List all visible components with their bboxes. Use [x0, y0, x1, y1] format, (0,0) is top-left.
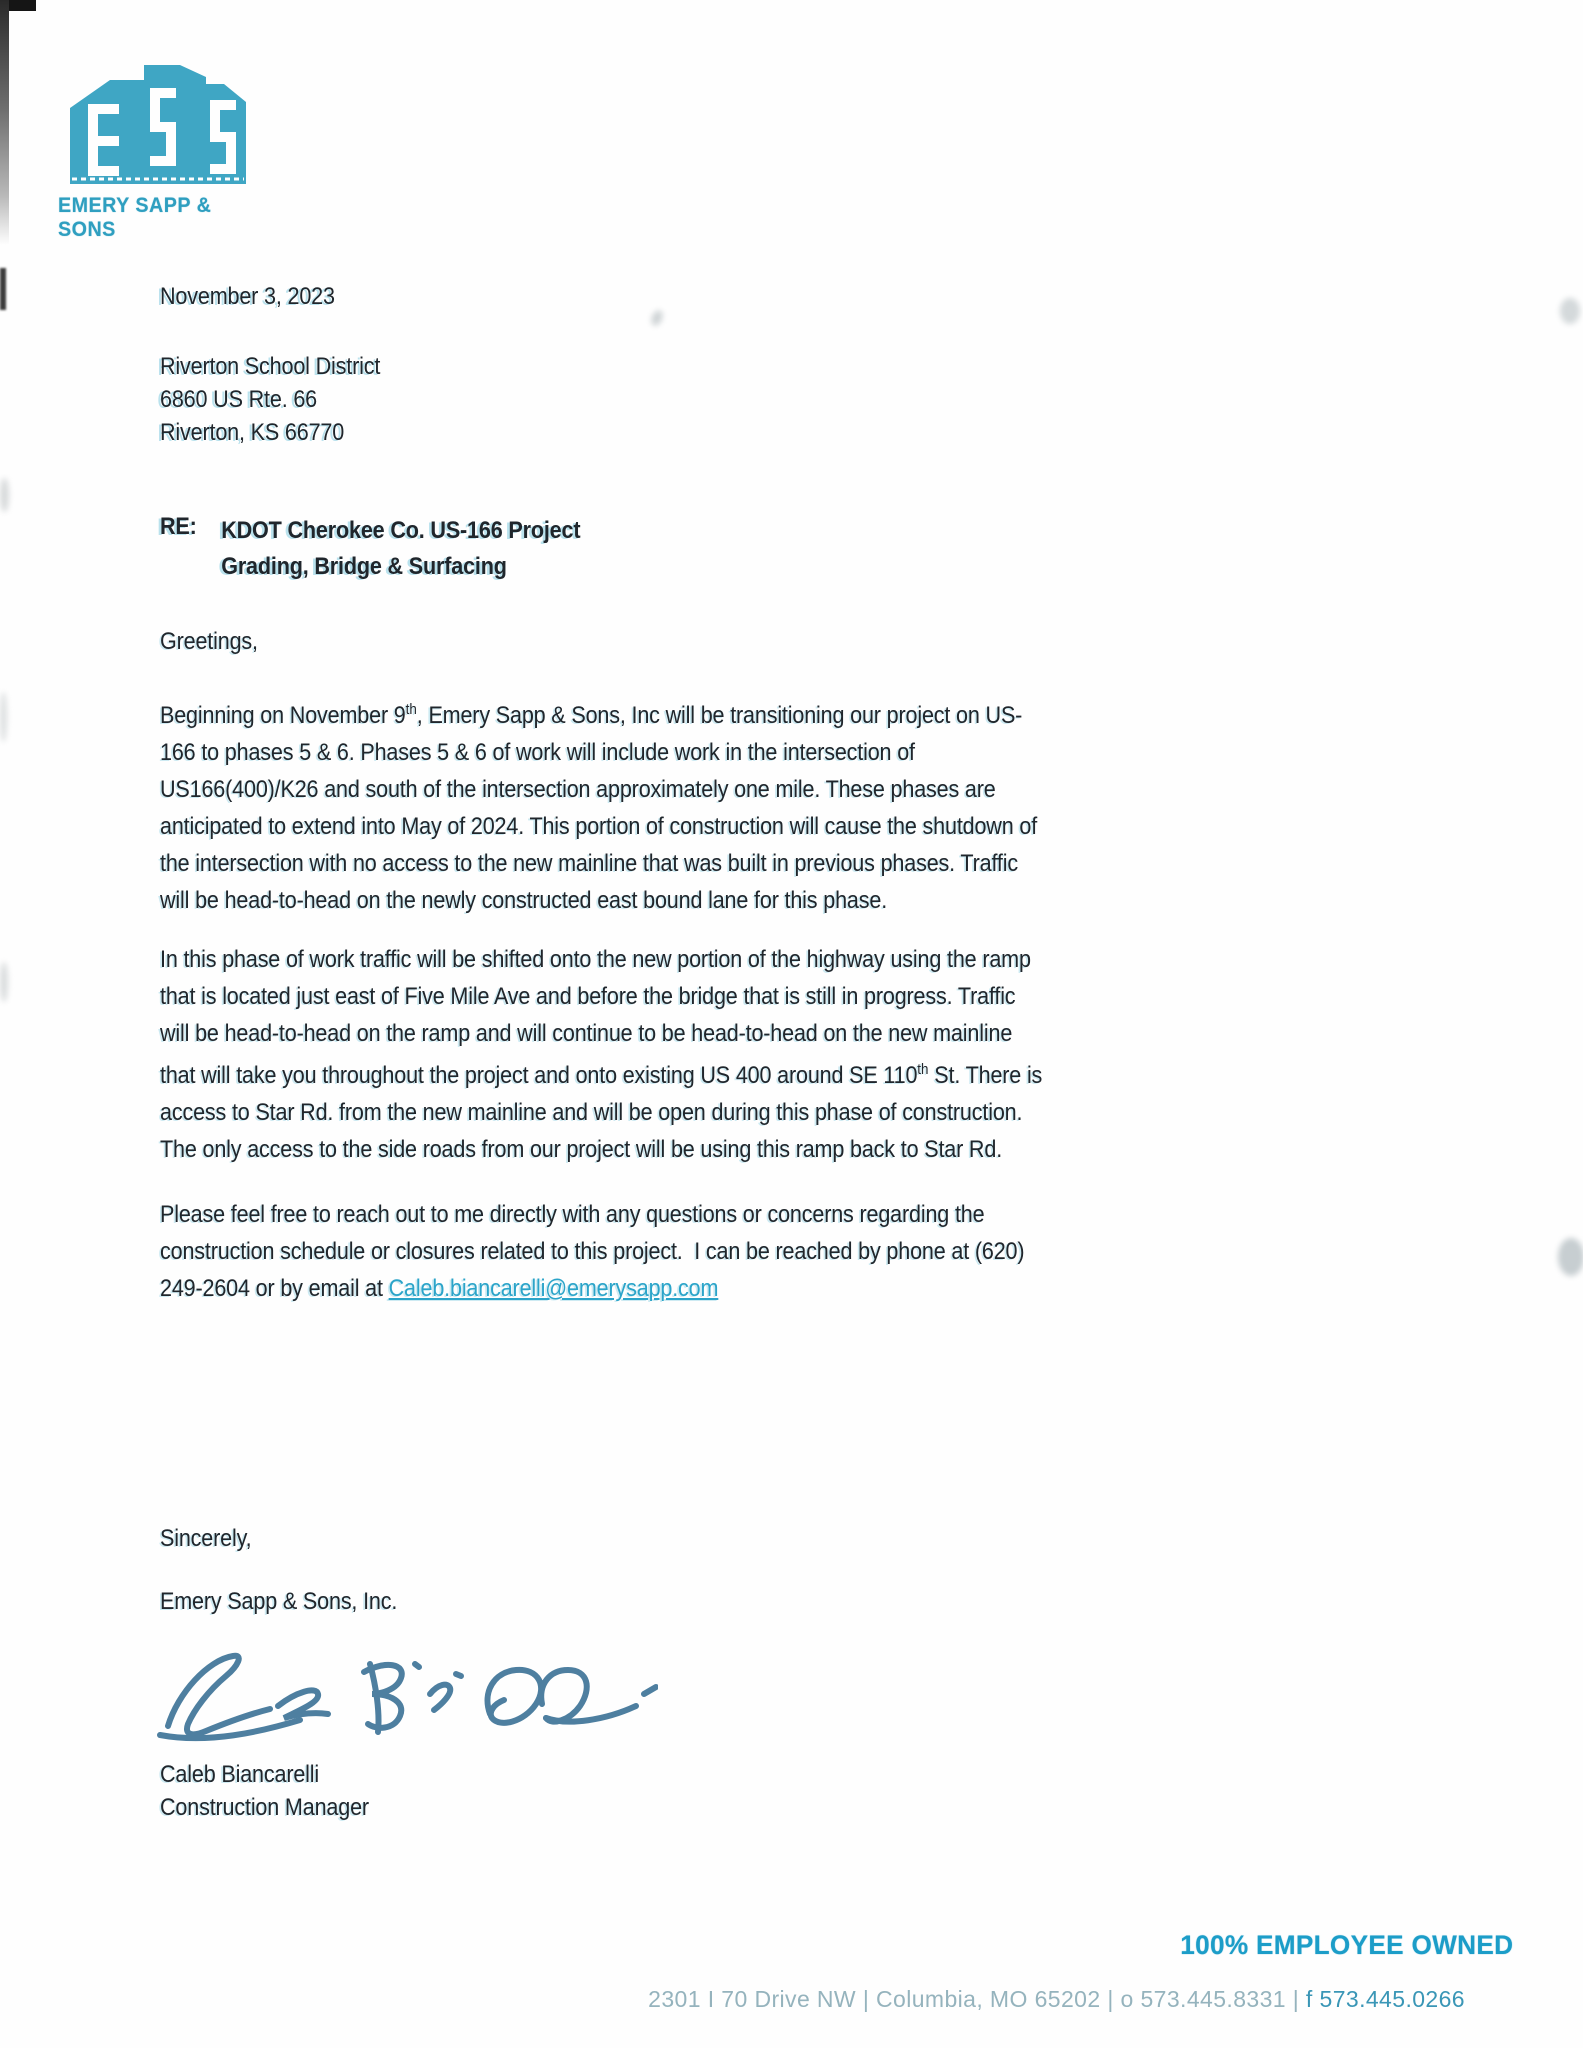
- paragraph-line: US166(400)/K26 and south of the intersection approximately one mile. These phases are: [160, 776, 996, 803]
- signer-title: Construction Manager: [160, 1794, 369, 1821]
- scan-artifact-left-edge: [0, 0, 9, 245]
- re-label: RE:: [160, 513, 197, 540]
- re-subject-line: Grading, Bridge & Surfacing: [221, 553, 507, 580]
- paragraph-line: [160, 1052, 1042, 1094]
- paragraph-line: The only access to the side roads from our project will be using this ramp back to Star Rd.: [160, 1136, 1003, 1163]
- recipient-line: Riverton, KS 66770: [160, 419, 345, 446]
- letter-date: November 3, 2023: [160, 283, 335, 310]
- paragraph-text: 249-2604 or by email at: [160, 1275, 389, 1302]
- recipient-line: 6860 US Rte. 66: [160, 386, 318, 413]
- signer-name: Caleb Biancarelli: [160, 1761, 320, 1788]
- paragraph-line: 166 to phases 5 & 6. Phases 5 & 6 of work will include work in the intersection of: [160, 739, 915, 766]
- paragraph-text: , Emery Sapp & Sons, Inc will be transitioning our project on US-: [416, 702, 1023, 729]
- paragraph-text: that will take you throughout the project and onto existing US 400 around SE 110: [160, 1062, 918, 1089]
- paragraph-line: anticipated to extend into May of 2024. This portion of construction will cause the shutdown of: [160, 813, 1038, 840]
- handwritten-signature: [138, 1638, 658, 1763]
- signature-ink-icon: [138, 1638, 658, 1758]
- paragraph-line: access to Star Rd. from the new mainline and will be open during this phase of construction.: [160, 1099, 1023, 1126]
- paragraph-line: [160, 1270, 1024, 1307]
- scan-artifact-smudge: [0, 478, 9, 512]
- footer-address-text: 2301 I 70 Drive NW | Columbia, MO 65202 | o 573.445.8331 |: [648, 1986, 1306, 2012]
- paragraph-line: that is located just east of Five Mile Ave and before the bridge that is still in progress. Traffic: [160, 983, 1016, 1010]
- paragraph-line: construction schedule or closures related to this project. I can be reached by phone at (620): [160, 1238, 1025, 1265]
- scan-artifact-corner: [0, 0, 36, 11]
- superscript: th: [917, 1062, 929, 1078]
- footer-address: [648, 1986, 1465, 2013]
- re-subject-block: [160, 513, 580, 585]
- paragraph-2: [160, 941, 1042, 1168]
- email-link[interactable]: Caleb.biancarelli@emerysapp.com: [388, 1275, 719, 1302]
- greeting: Greetings,: [160, 628, 258, 655]
- paragraph-line: [160, 692, 1037, 734]
- paragraph-line: will be head-to-head on the ramp and will continue to be head-to-head on the new mainline: [160, 1020, 1013, 1047]
- paragraph-text: St. There is: [928, 1062, 1043, 1089]
- closing-sincerely: Sincerely,: [160, 1525, 252, 1552]
- paragraph-line: the intersection with no access to the new mainline that was built in previous phases. Traffic: [160, 850, 1018, 877]
- recipient-line: Riverton School District: [160, 353, 381, 380]
- closing-company: Emery Sapp & Sons, Inc.: [160, 1588, 398, 1615]
- paragraph-text: Beginning on November 9: [160, 702, 406, 729]
- scan-artifact-smudge: [1558, 1238, 1583, 1276]
- paragraph-1: [160, 692, 1037, 919]
- recipient-address: [160, 350, 380, 449]
- paragraph-line: Please feel free to reach out to me directly with any questions or concerns regarding the: [160, 1201, 985, 1228]
- scan-artifact-smudge: [0, 692, 7, 742]
- scan-artifact-smudge: [0, 962, 8, 1002]
- logo-wordmark: EMERY SAPP & SONS: [58, 194, 212, 241]
- superscript: th: [405, 702, 417, 718]
- scan-artifact-smudge: [1560, 298, 1580, 324]
- paragraph-3: [160, 1196, 1024, 1307]
- scan-artifact-left-dash: [0, 268, 6, 310]
- signer-block: [160, 1758, 369, 1824]
- employee-owned-tagline: 100% EMPLOYEE OWNED: [1180, 1930, 1513, 1960]
- paragraph-line: will be head-to-head on the newly constructed east bound lane for this phase.: [160, 887, 888, 914]
- footer-fax-number: f 573.445.0266: [1305, 1986, 1465, 2012]
- paragraph-line: In this phase of work traffic will be shifted onto the new portion of the highway using the ramp: [160, 946, 1031, 973]
- re-subject-line: KDOT Cherokee Co. US-166 Project: [221, 517, 581, 544]
